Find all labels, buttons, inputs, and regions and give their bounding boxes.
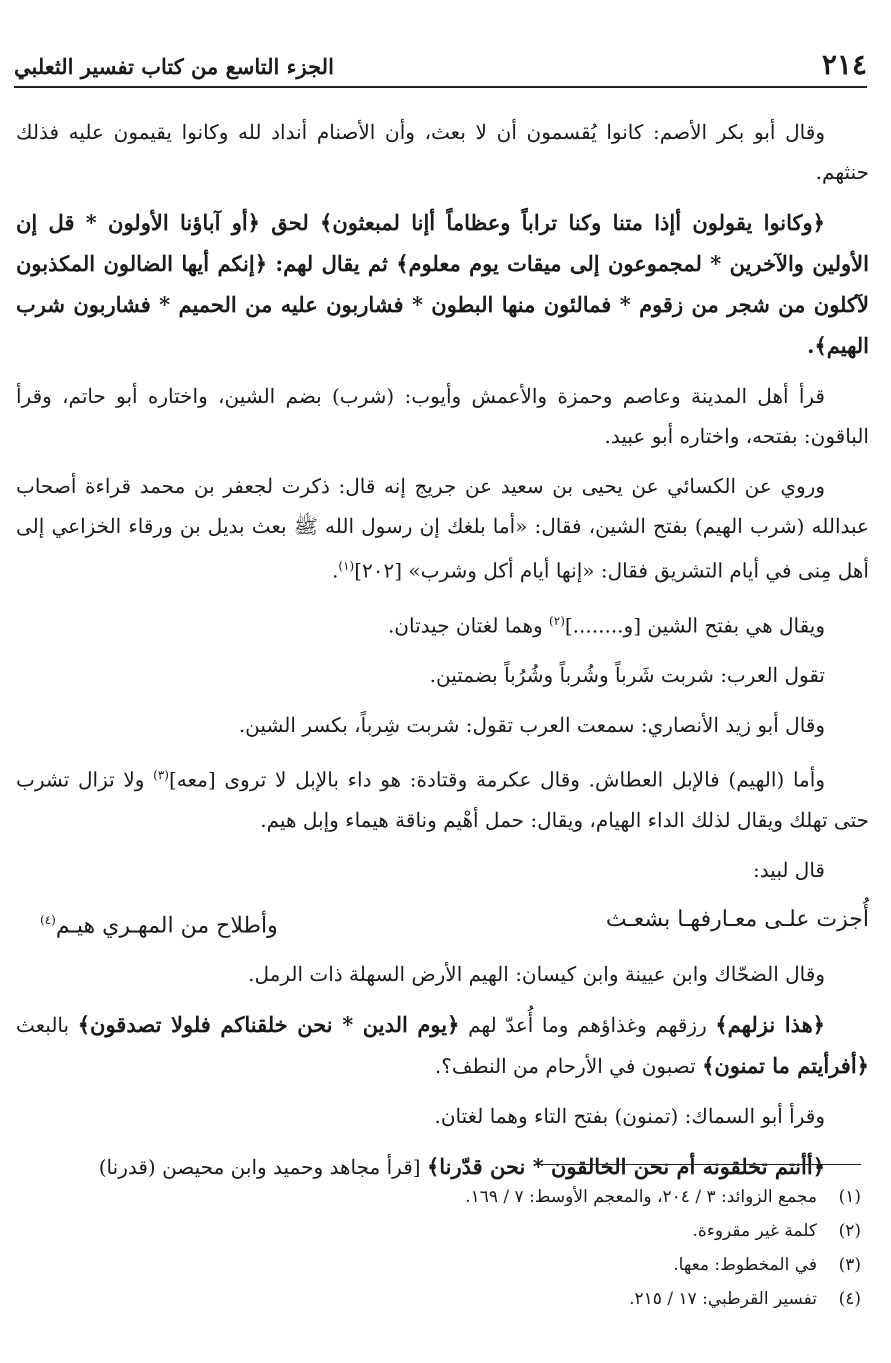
verse-second-hemistich <box>16 900 278 946</box>
paragraph-text: تصبون في الأرحام من النطف؟. <box>434 1054 703 1079</box>
paragraph: قال لبيد: <box>753 857 825 882</box>
paragraph-text: [قرأ مجاهد وحميد وابن محيصن (قدرنا) <box>98 1155 427 1180</box>
verse-text: وأطلاح من المهـري هيـم <box>55 913 278 939</box>
footnote-ref: (١) <box>338 559 355 573</box>
quran-quote: ﴿هذا نزلهم﴾ <box>715 1012 825 1038</box>
paragraph-text: وروي عن الكسائي عن يحيى بن سعيد عن جريج إنه قال: ذكرت لجعفر بن محمد قراءة أصحاب عبدالله (شرب الهيم) بفتح الشين، فقال: «أما بلغك إن رسول الله ﷺ بعث بديل بن ورقاء الخزاعي إلى أهل مِنى في أيام التشريق فقال: «إنها أيام أكل وشرب» [٢٠٢] <box>16 474 869 583</box>
footnote-item <box>30 1180 861 1214</box>
quran-passage: ﴿وكانوا يقولون أإذا متنا وكنا تراباً وعظاماً أإنا لمبعثون﴾ لحق ﴿أو آباؤنا الأولون * قل إن الأولين والآخرين * لمجموعون إلى ميقات يوم معلوم﴾ ثم يقال لهم: ﴿إنكم أيها الضالون المكذبون لآكلون من شجر من زقوم * فمالئون منها البطون * فشاربون عليه من الحميم * فشاربون شرب الهيم﴾. <box>16 210 869 358</box>
paragraph: وقال الضحّاك وابن عيينة وابن كيسان: الهيم الأرض السهلة ذات الرمل. <box>248 962 825 987</box>
verse-first-hemistich: أُجزت علـى معـارفهـا بشعـث <box>605 906 869 932</box>
footnote-number: (٤) <box>838 1289 861 1309</box>
footnote-item <box>30 1282 861 1316</box>
running-title: الجزء التاسع من كتاب تفسير الثعلبي <box>14 54 334 79</box>
footnote-number: (٣) <box>838 1255 861 1275</box>
footnotes <box>30 1180 861 1316</box>
paragraph-text: . <box>332 558 339 583</box>
paragraph: قرأ أهل المدينة وعاصم وحمزة والأعمش وأيوب: (شرب) بضم الشين، واختاره أبو حاتم، وقرأ الباقون: بفتحه، واختاره أبو عبيد. <box>16 384 869 448</box>
quran-quote: ﴿يوم الدين * نحن خلقناكم فلولا تصدقون﴾ <box>77 1012 460 1038</box>
quran-quote: ﴿أفرأيتم ما تمنون﴾ <box>702 1053 869 1079</box>
footnote-ref: (٤) <box>40 912 56 927</box>
paragraph: تقول العرب: شربت شَرباً وشُرباً وشُرُباً بضمتين. <box>429 663 825 688</box>
footnote-ref: (٣) <box>153 768 169 783</box>
footnote-text: مجمع الزوائد: ٣ / ٢٠٤، والمعجم الأوسط: ٧ / ١٦٩. <box>465 1187 817 1207</box>
footnote-text: تفسير القرطبي: ١٧ / ٢١٥. <box>629 1289 817 1309</box>
footnote-number: (١) <box>838 1187 861 1207</box>
page-header <box>14 46 867 88</box>
footnote-text: كلمة غير مقروءة. <box>692 1221 817 1241</box>
paragraph-text: رزقهم وغذاؤهم وما أُعدّ لهم <box>459 1013 716 1038</box>
paragraph: وقال أبو زيد الأنصاري: سمعت العرب تقول: شربت شِرباً، بكسر الشين. <box>238 713 825 738</box>
paragraph-text: بالبعث <box>16 1013 78 1038</box>
paragraph: وقرأ أبو السماك: (تمنون) بفتح التاء وهما لغتان. <box>434 1104 825 1129</box>
paragraph-text: وأما (الهيم) فالإبل العطاش. وقال عكرمة وقتادة: هو داء بالإبل لا تروى [معه] <box>168 767 825 792</box>
paragraph <box>16 601 869 646</box>
paragraph: وقال أبو بكر الأصم: كانوا يُقسمون أن لا بعث، وأن الأصنام أنداد لله وكانوا يقيمون عليه فذلك حنثهم. <box>16 120 869 184</box>
paragraph-text: ويقال هي بفتح الشين [و........] <box>564 613 825 638</box>
paragraph <box>16 1004 869 1086</box>
paragraph-text: وهما لغتان جيدتان. <box>387 613 550 638</box>
paragraph <box>16 755 869 840</box>
footnote-ref: (٢) <box>549 613 565 628</box>
paragraph <box>16 466 869 591</box>
paragraph-text: ولا تزال تشرب حتى تهلك ويقال لذلك الداء الهيام، ويقال: حمل أهْيم وناقة هيماء وإبل هيم. <box>16 767 869 832</box>
footnote-divider <box>535 1164 861 1165</box>
footnote-text: في المخطوط: معها. <box>673 1255 817 1275</box>
poetry-verse <box>16 900 869 946</box>
footnote-number: (٢) <box>838 1221 861 1241</box>
quran-quote: ﴿أأنتم تخلقونه أم نحن الخالقون * نحن قدّرنا﴾ <box>426 1154 825 1180</box>
footnote-item <box>30 1214 861 1248</box>
page-number: ٢١٤ <box>821 48 867 81</box>
footnote-item <box>30 1248 861 1282</box>
main-text <box>16 112 869 1197</box>
